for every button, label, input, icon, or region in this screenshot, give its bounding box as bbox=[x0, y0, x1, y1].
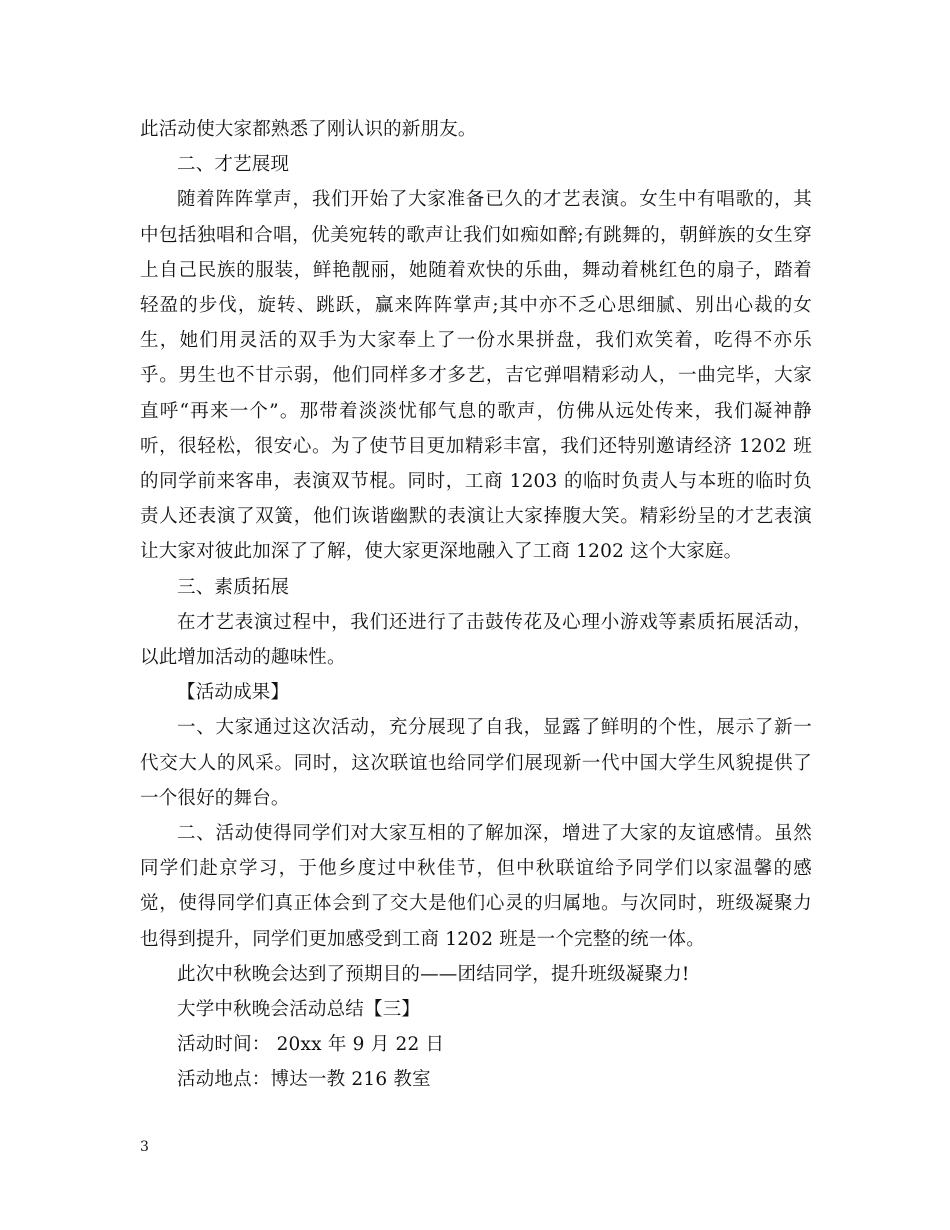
section-heading-results: 【活动成果】 bbox=[177, 682, 290, 704]
section-heading-quality-development: 三、素质拓展 bbox=[177, 576, 290, 598]
document-body bbox=[140, 112, 812, 1098]
paragraph: 此次中秋晚会达到了预期目的——团结同学，提升班级凝聚力! bbox=[177, 963, 690, 985]
paragraph: 一、大家通过这次活动，充分展现了自我，显露了鲜明的个性，展示了新一代交大人的风采。同时，这次联谊也给同学们展现新一代中国大学生风貌提供了一个很好的舞台。 bbox=[140, 717, 812, 809]
page-number: 3 bbox=[140, 1139, 149, 1155]
paragraph: 此活动使大家都熟悉了刚认识的新朋友。 bbox=[140, 119, 477, 140]
paragraph: 二、活动使得同学们对大家互相的了解加深，增进了大家的友谊感情。虽然同学们赴京学习，于他乡度过中秋佳节，但中秋联谊给予同学们以家温馨的感觉，使得同学们真正体会到了交大是他们心灵的归属地。与次同时，班级凝聚力也得到提升，同学们更加感受到工商 1202 班是一个完整的统一体。 bbox=[140, 823, 812, 950]
section-heading-summary-three: 大学中秋晚会活动总结【三】 bbox=[177, 999, 421, 1021]
section-heading-talent-show: 二、才艺展现 bbox=[177, 154, 290, 176]
paragraph: 随着阵阵掌声，我们开始了大家准备已久的才艺表演。女生中有唱歌的，其中包括独唱和合唱，优美宛转的歌声让我们如痴如醉;有跳舞的，朝鲜族的女生穿上自己民族的服装，鲜艳靓丽，她随着欢快的乐曲，舞动着桃红色的扇子，踏着轻盈的步伐，旋转、跳跃，赢来阵阵掌声;其中亦不乏心思细腻、别出心裁的女生，她们用灵活的双手为大家奉上了一份水果拼盘，我们欢笑着，吃得不亦乐乎。男生也不甘示弱，他们同样多才多艺，吉它弹唱精彩动人，一曲完毕，大家直呼“再来一个”。那带着淡淡忧郁气息的歌声，仿佛从远处传来，我们凝神静听，很轻松，很安心。为了使节目更加精彩丰富，我们还特别邀请经济 1202 班的同学前来客串，表演双节棍。同时，工商 1203 的临时负责人与本班的临时负责人还表演了双簧，他们诙谐幽默的表演让大家捧腹大笑。精彩纷呈的才艺表演让大家对彼此加深了了解，使大家更深地融入了工商 1202 这个大家庭。 bbox=[140, 189, 812, 563]
activity-time: 活动时间： 20xx 年 9 月 22 日 bbox=[177, 1034, 445, 1056]
activity-location: 活动地点：博达一教 216 教室 bbox=[177, 1069, 431, 1091]
paragraph: 在才艺表演过程中，我们还进行了击鼓传花及心理小游戏等素质拓展活动，以此增加活动的趣味性。 bbox=[140, 611, 812, 669]
